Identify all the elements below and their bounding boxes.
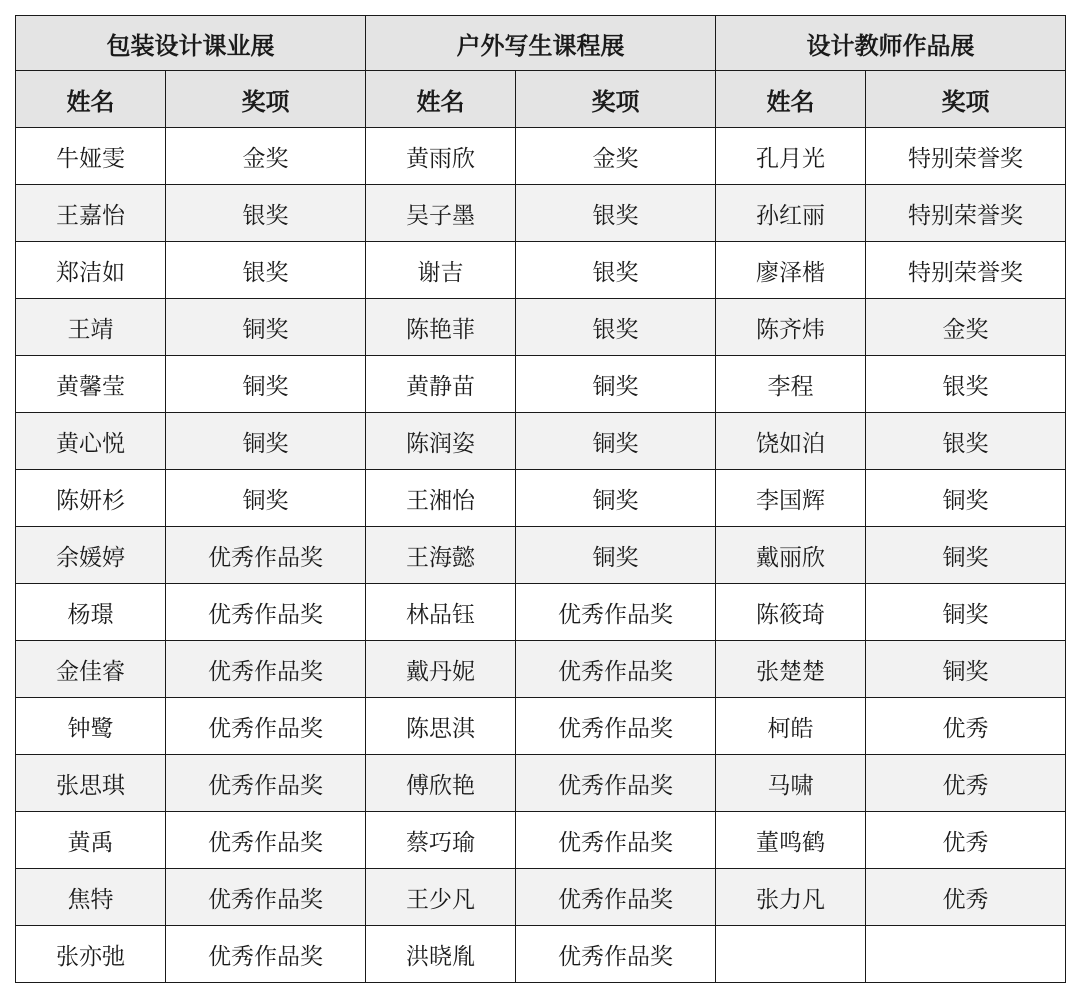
table-row [16,926,1066,983]
table-row [16,356,1066,413]
name-cell: 余媛婷 [16,527,166,584]
name-cell: 黄静苗 [366,356,516,413]
award-cell: 银奖 [866,413,1066,470]
column-header-name: 姓名 [366,71,516,128]
name-cell: 傅欣艳 [366,755,516,812]
award-cell: 铜奖 [866,527,1066,584]
award-cell: 优秀作品奖 [166,641,366,698]
table-row [16,812,1066,869]
award-cell: 优秀作品奖 [166,812,366,869]
award-cell: 金奖 [516,128,716,185]
award-cell: 金奖 [866,299,1066,356]
name-cell: 饶如泊 [716,413,866,470]
award-cell: 银奖 [166,185,366,242]
name-cell: 李国辉 [716,470,866,527]
name-cell: 王嘉怡 [16,185,166,242]
award-cell: 优秀作品奖 [516,755,716,812]
name-cell: 廖泽楷 [716,242,866,299]
name-cell: 陈筱琦 [716,584,866,641]
award-cell: 铜奖 [516,527,716,584]
section-title-teacher-works: 设计教师作品展 [716,16,1066,71]
award-cell: 铜奖 [866,470,1066,527]
award-cell: 铜奖 [516,413,716,470]
name-cell: 谢吉 [366,242,516,299]
award-cell: 铜奖 [166,413,366,470]
section-header-row [16,16,1066,71]
name-cell: 黄雨欣 [366,128,516,185]
table-row [16,128,1066,185]
column-header-name: 姓名 [716,71,866,128]
award-cell: 银奖 [866,356,1066,413]
name-cell: 陈润姿 [366,413,516,470]
award-cell: 银奖 [166,242,366,299]
name-cell: 蔡巧瑜 [366,812,516,869]
award-cell: 铜奖 [516,356,716,413]
table-row [16,584,1066,641]
name-cell: 黄禹 [16,812,166,869]
award-cell: 银奖 [516,299,716,356]
table-row [16,869,1066,926]
name-cell: 郑洁如 [16,242,166,299]
name-cell: 孙红丽 [716,185,866,242]
award-cell: 优秀作品奖 [166,926,366,983]
table-row [16,413,1066,470]
name-cell: 柯皓 [716,698,866,755]
award-cell: 优秀作品奖 [516,641,716,698]
name-cell: 陈思淇 [366,698,516,755]
name-cell: 张亦弛 [16,926,166,983]
table-row [16,470,1066,527]
award-cell: 优秀 [866,755,1066,812]
award-cell: 优秀作品奖 [516,926,716,983]
award-cell: 优秀作品奖 [166,755,366,812]
award-cell: 铜奖 [866,584,1066,641]
column-header-row [16,71,1066,128]
award-cell: 银奖 [516,185,716,242]
column-header-award: 奖项 [866,71,1066,128]
name-cell: 黄馨莹 [16,356,166,413]
award-cell: 银奖 [516,242,716,299]
name-cell: 戴丹妮 [366,641,516,698]
table-row [16,242,1066,299]
award-cell: 优秀作品奖 [516,584,716,641]
name-cell: 洪晓胤 [366,926,516,983]
award-cell: 优秀作品奖 [166,869,366,926]
name-cell: 金佳睿 [16,641,166,698]
award-cell: 金奖 [166,128,366,185]
award-cell: 优秀作品奖 [166,584,366,641]
award-cell: 特别荣誉奖 [866,128,1066,185]
name-cell: 钟鹭 [16,698,166,755]
section-title-outdoor-sketching: 户外写生课程展 [366,16,716,71]
name-cell: 黄心悦 [16,413,166,470]
name-cell: 王湘怡 [366,470,516,527]
award-cell: 优秀 [866,698,1066,755]
name-cell: 李程 [716,356,866,413]
name-cell: 焦特 [16,869,166,926]
award-cell: 优秀作品奖 [516,869,716,926]
award-cell: 优秀 [866,812,1066,869]
name-cell: 马啸 [716,755,866,812]
name-cell: 陈艳菲 [366,299,516,356]
name-cell: 陈妍杉 [16,470,166,527]
award-cell: 优秀作品奖 [166,527,366,584]
name-cell: 杨璟 [16,584,166,641]
award-cell: 铜奖 [516,470,716,527]
name-cell [716,926,866,983]
awards-table [15,15,1066,983]
name-cell: 吴子墨 [366,185,516,242]
table-row [16,299,1066,356]
award-cell: 优秀 [866,869,1066,926]
name-cell: 戴丽欣 [716,527,866,584]
name-cell: 陈齐炜 [716,299,866,356]
award-cell: 铜奖 [166,470,366,527]
award-cell [866,926,1066,983]
award-cell: 铜奖 [866,641,1066,698]
table-row [16,527,1066,584]
award-cell: 优秀作品奖 [166,698,366,755]
table-row [16,641,1066,698]
name-cell: 张思琪 [16,755,166,812]
column-header-award: 奖项 [516,71,716,128]
name-cell: 董鸣鹤 [716,812,866,869]
award-cell: 优秀作品奖 [516,698,716,755]
award-cell: 特别荣誉奖 [866,185,1066,242]
award-cell: 铜奖 [166,299,366,356]
name-cell: 张力凡 [716,869,866,926]
name-cell: 张楚楚 [716,641,866,698]
name-cell: 王少凡 [366,869,516,926]
name-cell: 王海懿 [366,527,516,584]
table-row [16,698,1066,755]
column-header-name: 姓名 [16,71,166,128]
name-cell: 牛娅雯 [16,128,166,185]
name-cell: 孔月光 [716,128,866,185]
table-body [16,128,1066,983]
name-cell: 王靖 [16,299,166,356]
award-cell: 铜奖 [166,356,366,413]
column-header-award: 奖项 [166,71,366,128]
table-row [16,185,1066,242]
table-row [16,755,1066,812]
award-cell: 优秀作品奖 [516,812,716,869]
name-cell: 林品钰 [366,584,516,641]
section-title-packaging-design: 包装设计课业展 [16,16,366,71]
award-cell: 特别荣誉奖 [866,242,1066,299]
